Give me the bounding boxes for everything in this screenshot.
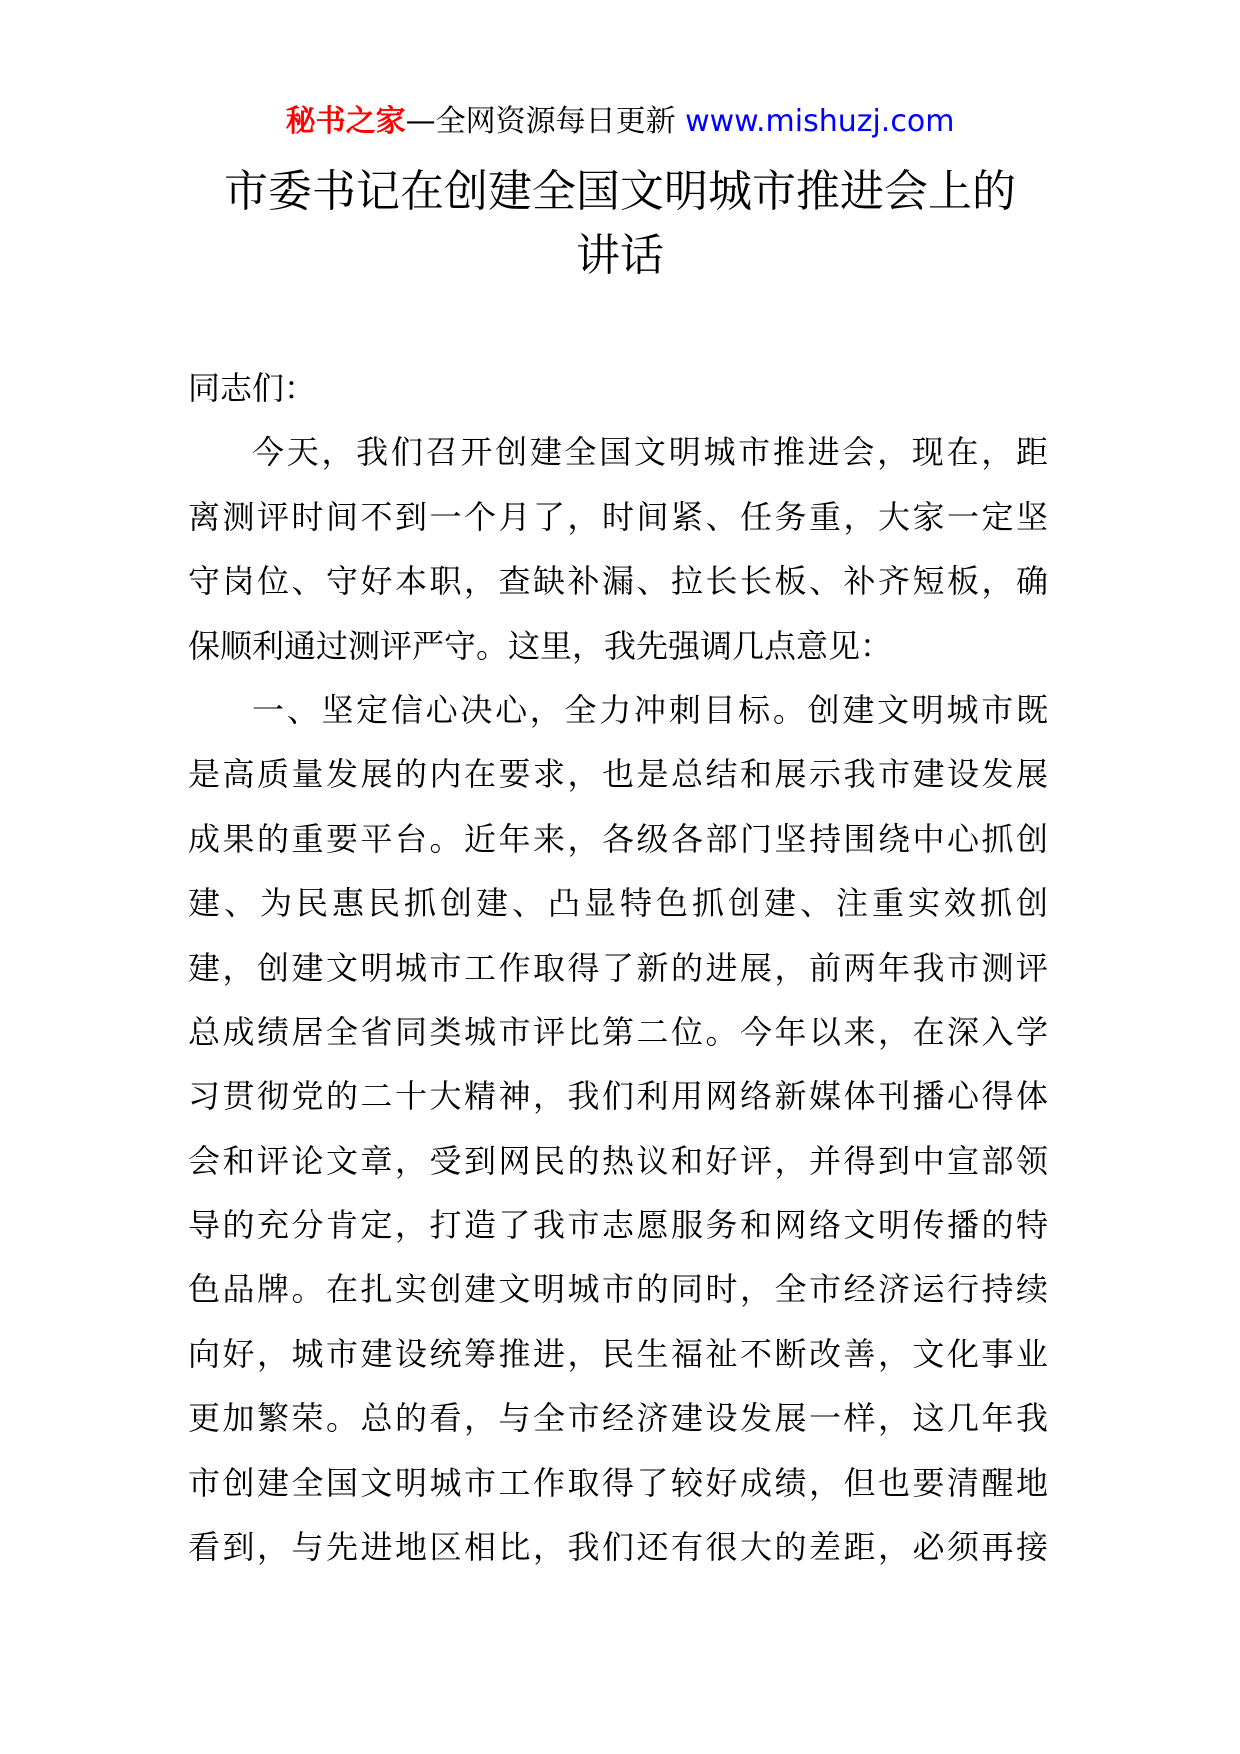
- paragraph-line: 建，创建文明城市工作取得了新的进展，前两年我市测评: [188, 948, 1048, 987]
- paragraph-line: 是高质量发展的内在要求，也是总结和展示我市建设发展: [188, 755, 1048, 794]
- site-banner: [0, 100, 1240, 144]
- paragraph-line: 导的充分肯定，打造了我市志愿服务和网络文明传播的特: [188, 1206, 1048, 1245]
- document-body: [188, 356, 1048, 1579]
- section-text-start: 创建文明城市既: [807, 690, 1048, 729]
- section-1: [188, 678, 1048, 1579]
- section-heading: 一、坚定信心决心，全力冲刺目标。: [252, 690, 808, 729]
- paragraph-line: 守岗位、守好本职，查缺补漏、拉长长板、补齐短板，确: [188, 562, 1048, 601]
- document-title: [0, 160, 1240, 288]
- title-line-1: 市委书记在创建全国文明城市推进会上的: [224, 166, 1016, 217]
- paragraph-line: 色品牌。在扎实创建文明城市的同时，全市经济运行持续: [188, 1270, 1048, 1309]
- paragraph-line: 市创建全国文明城市工作取得了较好成绩，但也要清醒地: [188, 1463, 1048, 1502]
- paragraph-intro: [188, 420, 1048, 678]
- paragraph-line: 向好，城市建设统筹推进，民生福祉不断改善，文化事业: [188, 1334, 1048, 1373]
- paragraph-line: 会和评论文章，受到网民的热议和好评，并得到中宣部领: [188, 1141, 1048, 1180]
- paragraph-line: 建、为民惠民抓创建、凸显特色抓创建、注重实效抓创: [188, 884, 1048, 923]
- banner-site-url[interactable]: www.mishuzj.com: [675, 104, 955, 139]
- paragraph-line: 今天，我们召开创建全国文明城市推进会，现在，距: [252, 433, 1048, 472]
- salutation: 同志们：: [188, 369, 317, 407]
- paragraph-line: 保顺利通过测评严守。这里，我先强调几点意见：: [188, 626, 893, 665]
- paragraph-line: 总成绩居全省同类城市评比第二位。今年以来，在深入学: [188, 1012, 1048, 1051]
- banner-slogan: —全网资源每日更新: [405, 104, 676, 139]
- title-line-2: 讲话: [576, 230, 664, 281]
- paragraph-line: 习贯彻党的二十大精神，我们利用网络新媒体刊播心得体: [188, 1077, 1048, 1116]
- banner-brand: 秘书之家: [285, 104, 406, 139]
- paragraph-line: 更加繁荣。总的看，与全市经济建设发展一样，这几年我: [188, 1399, 1048, 1438]
- paragraph-line: 成果的重要平台。近年来，各级各部门坚持围绕中心抓创: [188, 819, 1048, 858]
- paragraph-line: 看到，与先进地区相比，我们还有很大的差距，必须再接: [188, 1528, 1048, 1567]
- section-first-line: [188, 678, 1048, 742]
- paragraph-line: 离测评时间不到一个月了，时间紧、任务重，大家一定坚: [188, 497, 1048, 536]
